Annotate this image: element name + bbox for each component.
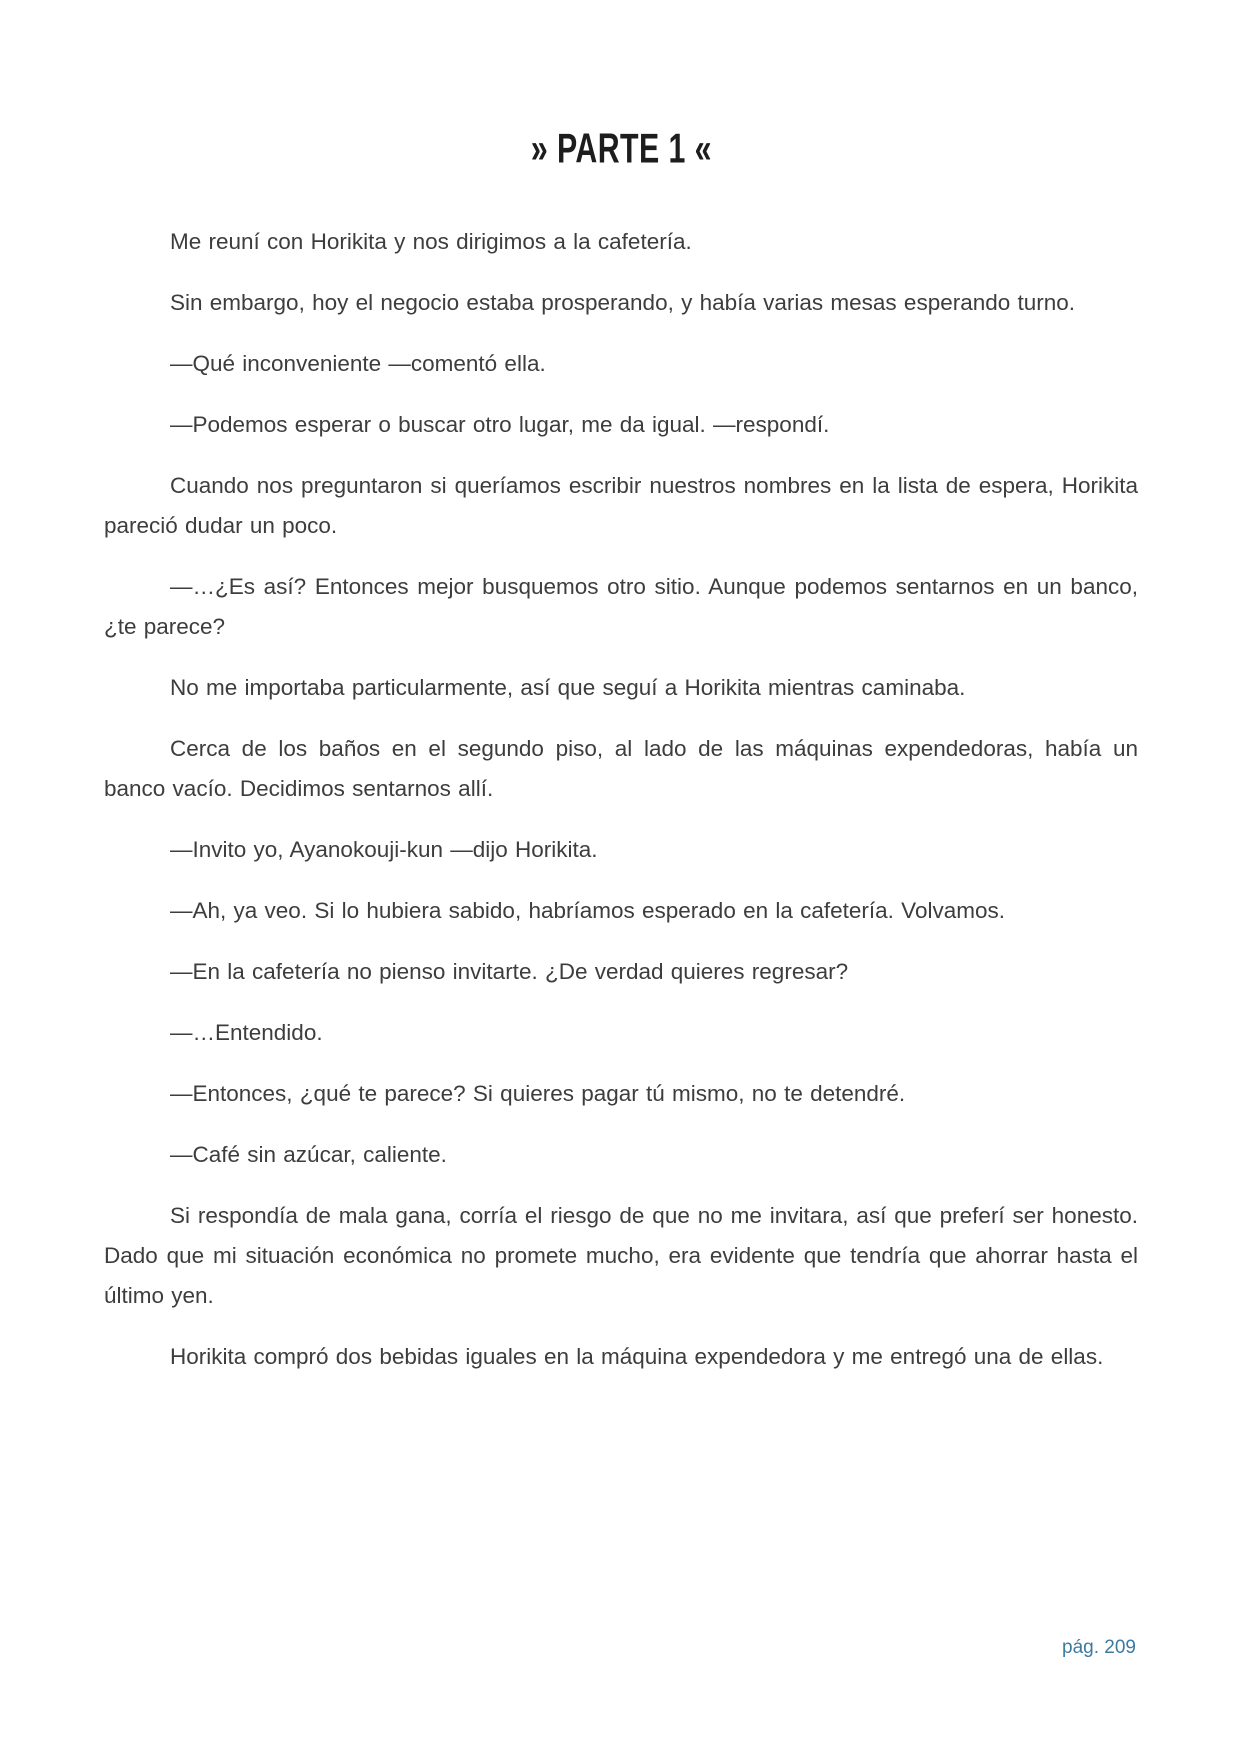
paragraph-list (104, 222, 1138, 1377)
paragraph: Cuando nos preguntaron si queríamos escribir nuestros nombres en la lista de espera, Horikita pareció dudar un poco. (104, 473, 1138, 538)
paragraph: Cerca de los baños en el segundo piso, al lado de las máquinas expendedoras, había un banco vacío. Decidimos sentarnos allí. (104, 736, 1138, 801)
paragraph: —…Entendido. (170, 1020, 323, 1045)
chapter-title (104, 125, 1138, 172)
paragraph: No me importaba particularmente, así que seguí a Horikita mientras caminaba. (170, 675, 966, 700)
paragraph: —Podemos esperar o buscar otro lugar, me da igual. —respondí. (170, 412, 830, 437)
paragraph: —Qué inconveniente —comentó ella. (170, 351, 546, 376)
paragraph: —Café sin azúcar, caliente. (170, 1142, 447, 1167)
paragraph: —Ah, ya veo. Si lo hubiera sabido, habríamos esperado en la cafetería. Volvamos. (170, 898, 1005, 923)
paragraph: Sin embargo, hoy el negocio estaba prosperando, y había varias mesas esperando turno. (170, 290, 1076, 315)
paragraph: —En la cafetería no pienso invitarte. ¿De verdad quieres regresar? (170, 959, 849, 984)
paragraph: —Entonces, ¿qué te parece? Si quieres pagar tú mismo, no te detendré. (170, 1081, 906, 1106)
paragraph: Me reuní con Horikita y nos dirigimos a la cafetería. (170, 229, 692, 254)
paragraph: Horikita compró dos bebidas iguales en la máquina expendedora y me entregó una de ellas. (170, 1344, 1104, 1369)
paragraph: —Invito yo, Ayanokouji-kun —dijo Horikita. (170, 837, 598, 862)
paragraph: —…¿Es así? Entonces mejor busquemos otro sitio. Aunque podemos sentarnos en un banco, ¿te parece? (104, 574, 1138, 639)
chapter-title-text: » PARTE 1 « (530, 125, 712, 172)
paragraph: Si respondía de mala gana, corría el riesgo de que no me invitara, así que preferí ser honesto. Dado que mi situación económica no promete mucho, era evidente que tendría que ahorrar hasta el último yen. (104, 1203, 1138, 1308)
page-number: pág. 209 (1062, 1637, 1136, 1658)
